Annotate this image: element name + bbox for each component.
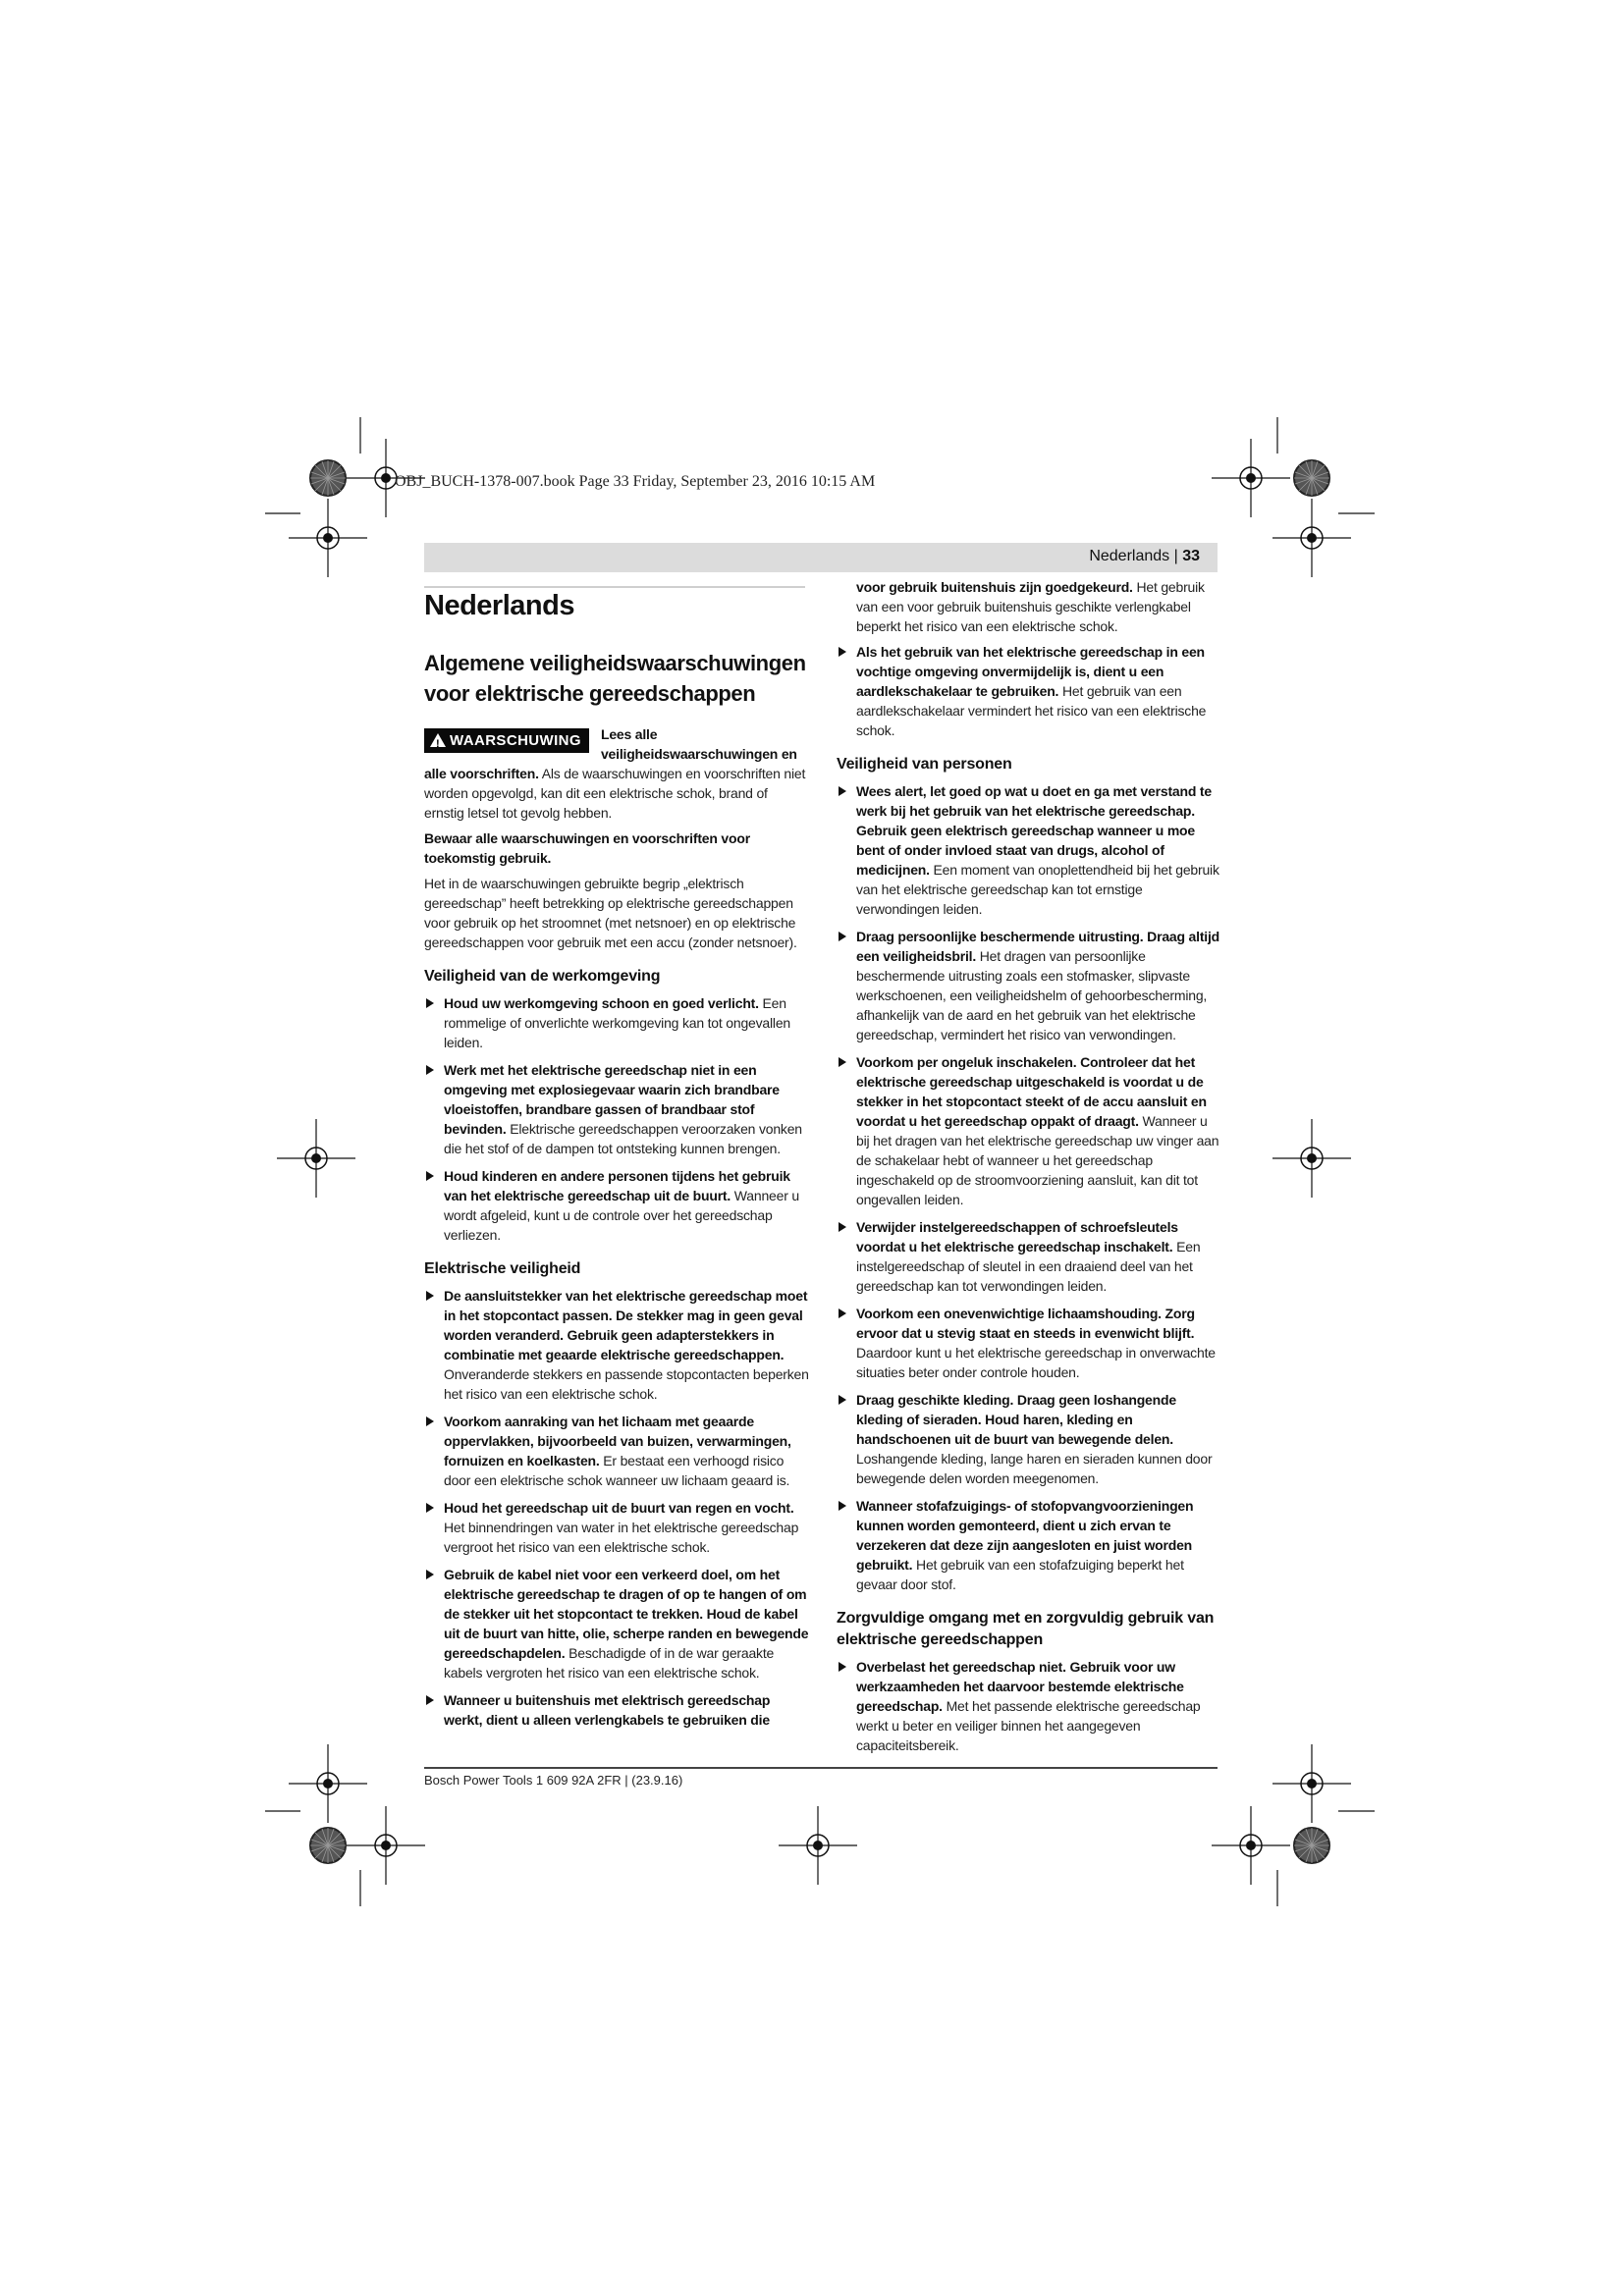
- warning-icon: [430, 733, 446, 747]
- list-item: Verwijder instelgereedschappen of schroefsleutels voordat u het elektrische gereedschap inschakelt. Een instelgereedschap of sleutel in een draaiend deel van het gereedschap kan tot verwondingen leiden.: [837, 1217, 1221, 1296]
- header-separator: |: [1173, 548, 1178, 564]
- personal-list: [837, 781, 1221, 1594]
- definition-text: Het in de waarschuwingen gebruikte begrip „elektrisch gereedschap” heeft betrekking op elektrische gereedschappen voor gebruik op het stroomnet (met netsnoer) en op elektrische gereedschappen voor gebruik met een accu (zonder netsnoer).: [424, 876, 797, 950]
- section-title: Algemene veiligheidswaarschuwingen voor elektrische gereedschappen: [424, 651, 806, 706]
- header-language: Nederlands: [1089, 548, 1170, 564]
- electrical-list-continued: [837, 642, 1221, 740]
- warning-badge: [424, 728, 589, 753]
- electrical-list: [424, 1286, 809, 1730]
- bullet-arrow-icon: [839, 1395, 846, 1405]
- bullet-arrow-icon: [839, 932, 846, 941]
- list-item: Wanneer stofafzuigings- of stofopvangvoorzieningen kunnen worden gemonteerd, dient u zich ervan te verzekeren dat deze zijn aangesloten en juist worden gebruikt. Het gebruik van een stofafzuiging beperkt het gevaar door stof.: [837, 1496, 1221, 1594]
- list-item: Draag geschikte kleding. Draag geen loshangende kleding of sieraden. Houd haren, kleding en handschoenen uit de buurt van bewegende delen. Loshangende kleding, lange haren en sieraden kunnen door bewegende delen worden meegenomen.: [837, 1390, 1221, 1488]
- bullet-arrow-icon: [839, 1308, 846, 1318]
- bullet-arrow-icon: [426, 1065, 434, 1075]
- bullet-arrow-icon: [839, 647, 846, 657]
- footer-rule: [424, 1767, 1218, 1769]
- heading-electrical: Elektrische veiligheid: [424, 1260, 581, 1277]
- heading-work-area: Veiligheid van de werkomgeving: [424, 968, 661, 985]
- bullet-arrow-icon: [426, 1291, 434, 1301]
- bullet-arrow-icon: [426, 1570, 434, 1579]
- bullet-arrow-icon: [839, 1662, 846, 1672]
- warning-block: [424, 724, 809, 823]
- list-item: Werk met het elektrische gereedschap niet in een omgeving met explosiegevaar waarin zich brandbare vloeistoffen, brandbare gassen of brandbaar stof bevinden. Elektrische gereedschappen veroorzaken vonken die het stof of de dampen tot ontsteking kunnen brengen.: [424, 1060, 809, 1158]
- list-item: Voorkom aanraking van het lichaam met geaarde oppervlakken, bijvoorbeeld van buizen, verwarmingen, fornuizen en koelkasten. Er bestaat een verhoogd risico door een elektrische schok wanneer uw lichaam geaard is.: [424, 1412, 809, 1490]
- running-header: [424, 543, 1218, 572]
- keep-instructions: Bewaar alle waarschuwingen en voorschriften voor toekomstig gebruik.: [424, 830, 750, 866]
- bullet-arrow-icon: [426, 1416, 434, 1426]
- bullet-arrow-icon: [839, 1057, 846, 1067]
- continued-item: voor gebruik buitenshuis zijn goedgekeurd. Het gebruik van een voor gebruik buitenshuis geschikte verlengkabel beperkt het risico van een elektrische schok.: [856, 579, 1205, 634]
- page-footer: Bosch Power Tools 1 609 92A 2FR | (23.9.16): [424, 1773, 683, 1788]
- warning-bold: Lees alle veiligheidswaarschuwingen en alle voorschriften.: [424, 726, 797, 781]
- bullet-arrow-icon: [426, 1503, 434, 1513]
- list-item: Houd uw werkomgeving schoon en goed verlicht. Een rommelige of onverlichte werkomgeving kan tot ongevallen leiden.: [424, 993, 809, 1052]
- list-item: Wees alert, let goed op wat u doet en ga met verstand te werk bij het gebruik van het elektrische gereedschap. Gebruik geen elektrisch gereedschap wanneer u moe bent of onder invloed staat van drugs, alcohol of medicijnen. Een moment van onoplettendheid bij het gebruik van het elektrische gereedschap kan tot ernstige verwondingen leiden.: [837, 781, 1221, 919]
- list-item: Wanneer u buitenshuis met elektrisch gereedschap werkt, dient u alleen verlengkabels te gebruiken die: [424, 1690, 809, 1730]
- print-slug: OBJ_BUCH-1378-007.book Page 33 Friday, September 23, 2016 10:15 AM: [395, 473, 876, 490]
- heading-tool-use: Zorgvuldige omgang met en zorgvuldig gebruik van elektrische gereedschappen: [837, 1610, 1215, 1648]
- warning-badge-label: WAARSCHUWING: [450, 732, 581, 749]
- bullet-arrow-icon: [426, 1171, 434, 1181]
- bullet-arrow-icon: [839, 786, 846, 796]
- list-item: De aansluitstekker van het elektrische gereedschap moet in het stopcontact passen. De stekker mag in geen geval worden veranderd. Gebruik geen adapterstekkers in combinatie met geaarde elektrische gereedschappen. Onveranderde stekkers en passende stopcontacten beperken het risico van een elektrische schok.: [424, 1286, 809, 1404]
- list-item: Draag persoonlijke beschermende uitrusting. Draag altijd een veiligheidsbril. Het dragen van persoonlijke beschermende uitrusting zoals een stofmasker, slipvaste werkschoenen, een veiligheidshelm of gehoorbescherming, afhankelijk van de aard en het gebruik van het elektrische gereedschap, vermindert het risico van verwondingen.: [837, 927, 1221, 1044]
- bullet-arrow-icon: [426, 998, 434, 1008]
- list-item: Voorkom een onevenwichtige lichaamshouding. Zorg ervoor dat u stevig staat en steeds in evenwicht blijft. Daardoor kunt u het elektrische gereedschap in onverwachte situaties beter onder controle houden.: [837, 1304, 1221, 1382]
- heading-personal: Veiligheid van personen: [837, 756, 1012, 773]
- list-item: Houd het gereedschap uit de buurt van regen en vocht. Het binnendringen van water in het elektrische gereedschap vergroot het risico van een elektrische schok.: [424, 1498, 809, 1557]
- list-item: Overbelast het gereedschap niet. Gebruik voor uw werkzaamheden het daarvoor bestemde elektrische gereedschap. Met het passende elektrische gereedschap werkt u beter en veiliger binnen het aangegeven capaciteitsbereik.: [837, 1657, 1221, 1755]
- right-column: [837, 577, 1221, 1763]
- warning-text: Als de waarschuwingen en voorschriften niet worden opgevolgd, kan dit een elektrische schok, brand of ernstig letsel tot gevolg hebben.: [424, 766, 806, 821]
- list-item: Als het gebruik van het elektrische gereedschap in een vochtige omgeving onvermijdelijk is, dient u een aardlekschakelaar te gebruiken. Het gebruik van een aardlekschakelaar vermindert het risico van een elektrische schok.: [837, 642, 1221, 740]
- tool-use-list: [837, 1657, 1221, 1755]
- top-rule: [424, 586, 805, 588]
- language-title: Nederlands: [424, 590, 574, 621]
- list-item: Voorkom per ongeluk inschakelen. Controleer dat het elektrische gereedschap uitgeschakeld is voordat u de stekker in het stopcontact steekt of de accu aansluit en voordat u het gereedschap oppakt of draagt. Wanneer u bij het dragen van het elektrische gereedschap uw vinger aan de schakelaar hebt of wanneer u het gereedschap ingeschakeld op de stroomvoorziening aansluit, kan dit tot ongevallen leiden.: [837, 1052, 1221, 1209]
- list-item: Houd kinderen en andere personen tijdens het gebruik van het elektrische gereedschap uit de buurt. Wanneer u wordt afgeleid, kunt u de controle over het gereedschap verliezen.: [424, 1166, 809, 1245]
- page-number: 33: [1182, 548, 1200, 564]
- bullet-arrow-icon: [839, 1222, 846, 1232]
- work-area-list: [424, 993, 809, 1245]
- list-item: Gebruik de kabel niet voor een verkeerd doel, om het elektrische gereedschap te dragen of op te hangen of om de stekker uit het stopcontact te trekken. Houd de kabel uit de buurt van hitte, olie, scherpe randen en bewegende gereedschapdelen. Beschadigde of in de war geraakte kabels vergroten het risico van een elektrische schok.: [424, 1565, 809, 1682]
- bullet-arrow-icon: [839, 1501, 846, 1511]
- bullet-arrow-icon: [426, 1695, 434, 1705]
- left-column: [424, 589, 809, 1737]
